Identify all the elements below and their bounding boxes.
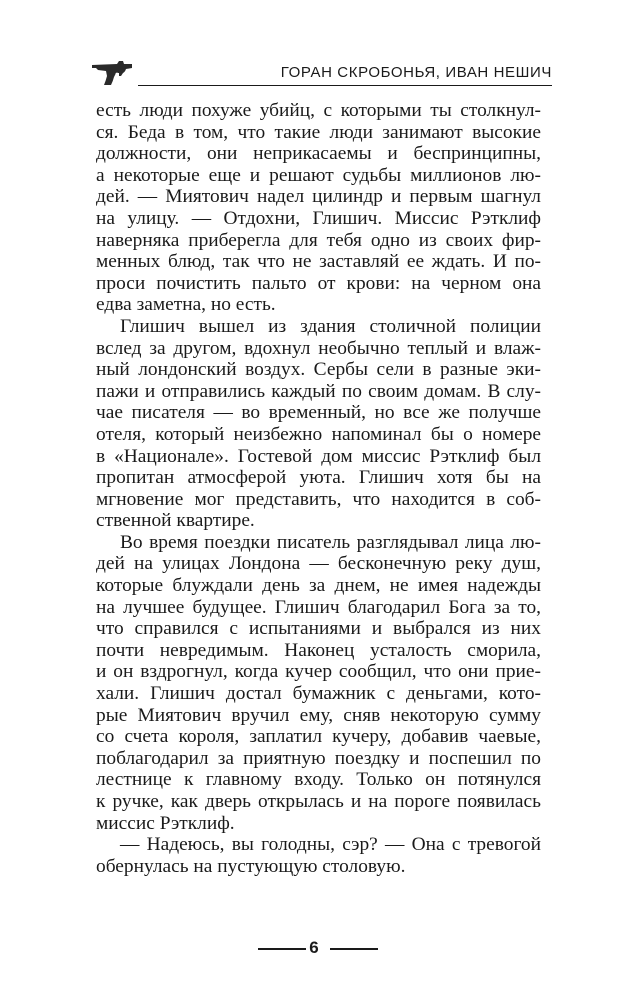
text-line: мгновение мог представить, что находится в соб- xyxy=(96,488,541,510)
text-line: чае писателя — во временный, но все же получше xyxy=(96,402,541,424)
text-line: есть люди похуже убийц, с которыми ты столкнул- xyxy=(96,100,541,121)
text-line: на улицу. — Отдохни, Глишич. Миссис Рэтклиф xyxy=(96,207,541,229)
text-line: что справился с испытаниями и выбрался из них xyxy=(96,618,541,640)
text-line: Глишич вышел из здания столичной полиции xyxy=(120,315,541,337)
text-line: миссис Рэтклиф. xyxy=(96,812,235,834)
text-line: в «Национале». Гостевой дом миссис Рэтклиф был xyxy=(96,445,541,467)
running-head-title: ГОРАН СКРОБОНЬЯ, ИВАН НЕШИЧ xyxy=(280,64,552,81)
text-line: отеля, который неизбежно напоминал бы о номере xyxy=(96,423,541,445)
text-line: ственной квартире. xyxy=(96,510,255,532)
text-line: ся. Беда в том, что такие люди занимают высокие xyxy=(96,121,541,143)
header-rule xyxy=(138,85,552,86)
running-header xyxy=(90,52,552,90)
text-line: а некоторые еще и решают судьбы миллионов лю- xyxy=(96,164,541,186)
footer-rule-right xyxy=(330,948,378,950)
revolver-icon xyxy=(90,56,134,86)
text-line: лестнице к главному входу. Только он потянулся xyxy=(96,769,541,791)
text-line: должности, они неприкасаемы и беспринципны, xyxy=(96,143,541,165)
text-line: наверняка приберегла для тебя одно из своих фир- xyxy=(96,229,541,251)
text-line: пропитан атмосферой уюта. Глишич хотя бы на xyxy=(96,467,541,489)
text-line: ный лондонский воздух. Сербы сели в разные эки- xyxy=(96,359,541,381)
text-line: дей. — Миятович надел цилиндр и первым шагнул xyxy=(96,186,541,208)
text-line: вслед за другом, вдохнул необычно теплый и влаж- xyxy=(96,337,541,359)
text-line: рые Миятович вручил ему, сняв некоторую сумму xyxy=(96,704,541,726)
page-footer xyxy=(0,936,625,960)
body-text xyxy=(96,100,541,877)
text-line: хали. Глишич достал бумажник с деньгами, кото- xyxy=(96,683,541,705)
text-line: дей на улицах Лондона — бесконечную реку душ, xyxy=(96,553,541,575)
text-line: проси почистить пальто от крови: на черном она xyxy=(96,272,541,294)
text-line: поблагодарил за приятную поездку и поспешил по xyxy=(96,747,541,769)
text-line: едва заметна, но есть. xyxy=(96,294,276,316)
text-line: — Надеюсь, вы голодны, сэр? — Она с тревогой xyxy=(120,834,541,856)
text-line: на лучшее будущее. Глишич благодарил Бога за то, xyxy=(96,596,541,618)
text-line: к ручке, как дверь открылась и на пороге появилась xyxy=(96,791,541,812)
text-line: и он вздрогнул, когда кучер сообщил, что они прие- xyxy=(96,661,541,683)
text-line: со счета короля, заплатил кучеру, добавив чаевые, xyxy=(96,726,541,748)
text-line: почти невредимым. Наконец усталость сморила, xyxy=(96,639,541,661)
text-line: Во время поездки писатель разглядывал лица лю- xyxy=(120,531,541,553)
text-line: обернулась на пустующую столовую. xyxy=(96,855,406,877)
text-line: пажи и отправились каждый по своим домам. В слу- xyxy=(96,380,541,402)
footer-rule-left xyxy=(258,948,306,950)
page-number: 6 xyxy=(309,938,319,957)
text-line: которые блуждали день за днем, не имея надежды xyxy=(96,575,541,597)
text-line: менных блюд, так что не заставляй ее ждать. И по- xyxy=(96,251,541,273)
